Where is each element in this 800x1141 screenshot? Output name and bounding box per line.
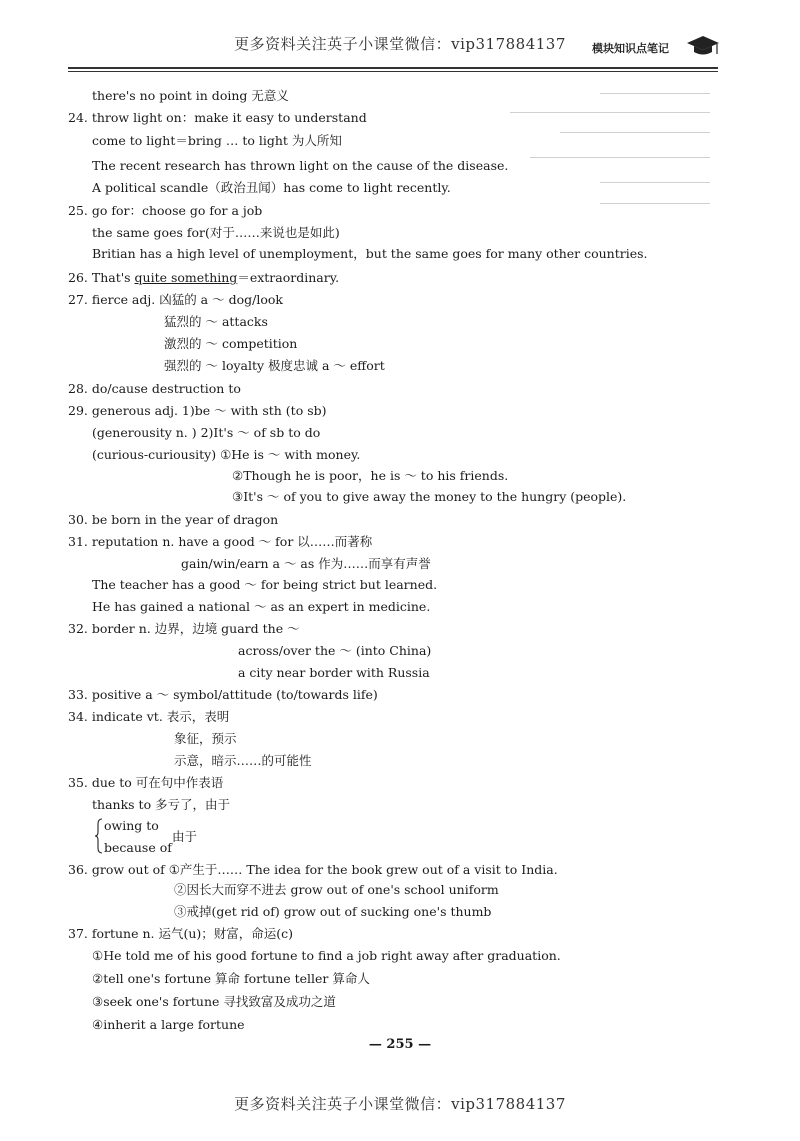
text-line: ②因长大而穿不进去 grow out of one's school uniform (174, 882, 499, 897)
text-line: 激烈的 ～ competition (164, 336, 298, 351)
example-sentence: The teacher has a good ～ for being strict but learned. (92, 577, 438, 592)
text-line: gain/win/earn a ～ as 作为……而享有声誉 (181, 556, 431, 571)
text-line: a city near border with Russia (238, 665, 430, 680)
text-line: because of (104, 840, 172, 855)
scan-speck (510, 112, 710, 113)
text-line: the same goes for(对于……来说也是如此) (92, 225, 340, 240)
entry-31: 31. reputation n. have a good ～ for 以……而著称 (68, 534, 373, 549)
example-sentence: ③It's ～ of you to give away the money to the hungry (people). (232, 489, 627, 504)
entry-24: 24. throw light on：make it easy to understand (68, 110, 367, 125)
watermark-bottom: 更多资料关注英子小课堂微信：vip317884137 (234, 1095, 566, 1113)
text-line: (curious-curiousity) ①He is ～ with money. (92, 447, 361, 462)
entry-35: 35. due to 可在句中作表语 (68, 775, 224, 790)
entry-25: 25. go for：choose go for a job (68, 203, 263, 218)
text-line: across/over the ～ (into China) (238, 643, 432, 658)
entry-37: 37. fortune n. 运气(u)；财富，命运(c) (68, 926, 294, 941)
entry-27: 27. fierce adj. 凶猛的 a ～ dog/look (68, 292, 283, 307)
text-line: 象征，预示 (174, 731, 237, 746)
entry-30: 30. be born in the year of dragon (68, 512, 279, 527)
text-line: 由于 (172, 829, 198, 844)
curly-brace-icon (95, 818, 103, 854)
entry-28: 28. do/cause destruction to (68, 381, 241, 396)
example-sentence: The recent research has thrown light on the cause of the disease. (92, 158, 509, 173)
entry-26 (68, 270, 339, 285)
text-line: come to light＝bring … to light 为人所知 (92, 133, 342, 148)
text-line: ③戒掉(get rid of) grow out of sucking one's thumb (174, 904, 492, 919)
scan-speck (600, 93, 710, 94)
entry-32: 32. border n. 边界，边境 guard the ～ (68, 621, 300, 636)
watermark-top: 更多资料关注英子小课堂微信：vip317884137 (234, 35, 566, 53)
text-line: ④inherit a large fortune (92, 1017, 245, 1032)
text-line: there's no point in doing 无意义 (92, 88, 289, 103)
entry-26-suffix: ＝extraordinary. (237, 270, 340, 285)
text-line: 强烈的 ～ loyalty 极度忠诚 a ～ effort (164, 358, 385, 373)
entry-33: 33. positive a ～ symbol/attitude (to/towards life) (68, 687, 378, 702)
entry-36: 36. grow out of ①产生于…… The idea for the book grew out of a visit to India. (68, 862, 558, 877)
text-line: ③seek one's fortune 寻找致富及成功之道 (92, 994, 336, 1009)
text-line: 示意，暗示……的可能性 (174, 753, 312, 768)
example-sentence: He has gained a national ～ as an expert in medicine. (92, 599, 431, 614)
text-line: ②tell one's fortune 算命 fortune teller 算命人 (92, 971, 370, 986)
graduation-cap-icon (686, 34, 720, 58)
text-line: thanks to 多亏了，由于 (92, 797, 231, 812)
scan-speck (560, 132, 710, 133)
entry-29: 29. generous adj. 1)be ～ with sth (to sb) (68, 403, 327, 418)
text-line: (generousity n. ) 2)It's ～ of sb to do (92, 425, 321, 440)
example-sentence: A political scandle（政治丑闻）has come to light recently. (92, 180, 451, 195)
page-number: — 255 — (368, 1037, 432, 1052)
scan-speck (530, 157, 710, 158)
header-rule-thin (68, 71, 718, 72)
header-label: 模块知识点笔记 (592, 42, 669, 55)
scan-speck (600, 182, 710, 183)
scan-speck (600, 203, 710, 204)
example-sentence: Britian has a high level of unemployment，but the same goes for many other countries. (92, 246, 648, 261)
example-sentence: ①He told me of his good fortune to find a job right away after graduation. (92, 948, 561, 963)
example-sentence: ②Though he is poor，he is ～ to his friends. (232, 468, 509, 483)
entry-26-phrase: quite something (134, 270, 238, 285)
header-rule (68, 67, 718, 69)
entry-26-prefix: 26. That's (68, 270, 135, 285)
entry-34: 34. indicate vt. 表示，表明 (68, 709, 230, 724)
text-line: 猛烈的 ～ attacks (164, 314, 268, 329)
text-line: owing to (104, 818, 159, 833)
